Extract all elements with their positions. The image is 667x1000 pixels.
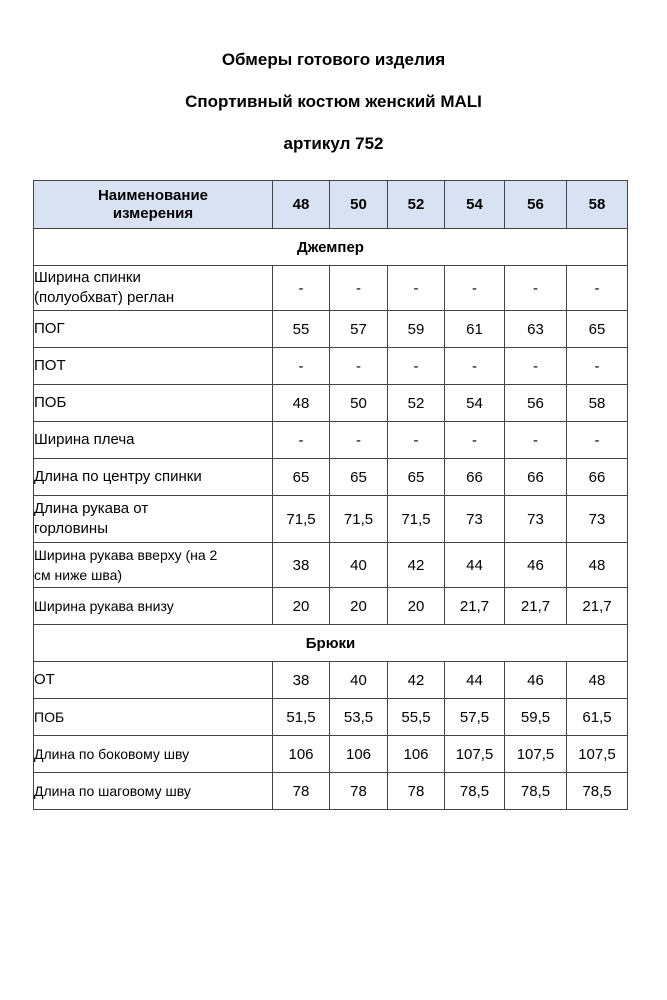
cell-value: 51,5 [273, 699, 330, 736]
table-row [34, 543, 628, 588]
cell-value: 107,5 [445, 736, 505, 773]
cell-value: 59 [388, 311, 445, 348]
cell-value: 71,5 [388, 496, 445, 543]
product-name: Спортивный костюм женский MALI [185, 92, 482, 111]
header-name-line2: измерения [112, 204, 194, 222]
cell-value: 78 [388, 773, 445, 810]
cell-value: - [330, 266, 388, 311]
cell-value: 106 [330, 736, 388, 773]
cell-value: 21,7 [505, 588, 567, 625]
cell-value: 53,5 [330, 699, 388, 736]
cell-value: 55 [273, 311, 330, 348]
row-label [34, 543, 273, 588]
cell-value: 65 [273, 459, 330, 496]
cell-value: - [330, 422, 388, 459]
cell-value: 66 [567, 459, 628, 496]
header-measurement-name [34, 181, 273, 229]
cell-value: 107,5 [567, 736, 628, 773]
header-size-48: 48 [273, 181, 330, 229]
row-label: Длина по боковому шву [34, 736, 273, 773]
header-size-58: 58 [567, 181, 628, 229]
cell-value: 46 [505, 662, 567, 699]
cell-value: 57 [330, 311, 388, 348]
table-row [34, 385, 628, 422]
cell-value: 55,5 [388, 699, 445, 736]
cell-value: - [330, 348, 388, 385]
document-title: Обмеры готового изделия [221, 50, 446, 69]
cell-value: 71,5 [273, 496, 330, 543]
cell-value: 46 [505, 543, 567, 588]
table-row [34, 496, 628, 543]
cell-value: - [445, 422, 505, 459]
cell-value: 73 [567, 496, 628, 543]
section-row-jumper [34, 229, 628, 266]
cell-value: 106 [273, 736, 330, 773]
cell-value: - [567, 348, 628, 385]
cell-value: 63 [505, 311, 567, 348]
cell-value: 57,5 [445, 699, 505, 736]
cell-value: 48 [567, 543, 628, 588]
cell-value: 61 [445, 311, 505, 348]
cell-value: 65 [330, 459, 388, 496]
cell-value: - [273, 266, 330, 311]
cell-value: - [505, 422, 567, 459]
cell-value: 61,5 [567, 699, 628, 736]
table-row [34, 588, 628, 625]
cell-value: 38 [273, 543, 330, 588]
cell-value: 20 [330, 588, 388, 625]
cell-value: 58 [567, 385, 628, 422]
cell-value: 78,5 [567, 773, 628, 810]
cell-value: 78,5 [505, 773, 567, 810]
cell-value: 54 [445, 385, 505, 422]
row-label-line1: Ширина рукава вверху (на 2 [34, 547, 218, 563]
row-label-line2: см ниже шва) [34, 567, 123, 583]
row-label: ПОГ [34, 311, 273, 348]
cell-value: - [388, 348, 445, 385]
section-title-jumper: Джемпер [34, 229, 628, 266]
cell-value: 40 [330, 662, 388, 699]
row-label [34, 496, 273, 543]
cell-value: - [567, 266, 628, 311]
header-name-line1: Наименование [97, 186, 209, 204]
cell-value: - [445, 266, 505, 311]
section-row-trousers [34, 625, 628, 662]
row-label: Ширина рукава внизу [34, 588, 273, 625]
cell-value: 42 [388, 662, 445, 699]
cell-value: 78 [273, 773, 330, 810]
row-label [34, 266, 273, 311]
cell-value: - [505, 348, 567, 385]
cell-value: 38 [273, 662, 330, 699]
cell-value: 59,5 [505, 699, 567, 736]
cell-value: 20 [273, 588, 330, 625]
row-label-line2: горловины [34, 520, 108, 537]
row-label: ПОБ [34, 699, 273, 736]
cell-value: 48 [273, 385, 330, 422]
cell-value: 21,7 [445, 588, 505, 625]
header-size-50: 50 [330, 181, 388, 229]
row-label-line1: Длина рукава от [34, 500, 149, 517]
table-row [34, 311, 628, 348]
cell-value: 44 [445, 662, 505, 699]
header-size-54: 54 [445, 181, 505, 229]
cell-value: - [567, 422, 628, 459]
table-row [34, 266, 628, 311]
row-label: ОТ [34, 662, 273, 699]
cell-value: 56 [505, 385, 567, 422]
cell-value: 73 [445, 496, 505, 543]
cell-value: 50 [330, 385, 388, 422]
cell-value: 66 [445, 459, 505, 496]
section-title-trousers: Брюки [34, 625, 628, 662]
table-row [34, 348, 628, 385]
cell-value: - [273, 422, 330, 459]
cell-value: - [505, 266, 567, 311]
row-label: Длина по центру спинки [34, 459, 273, 496]
cell-value: 44 [445, 543, 505, 588]
cell-value: 20 [388, 588, 445, 625]
row-label: Ширина плеча [34, 422, 273, 459]
cell-value: 106 [388, 736, 445, 773]
cell-value: 40 [330, 543, 388, 588]
cell-value: - [388, 422, 445, 459]
cell-value: 73 [505, 496, 567, 543]
row-label-line1: Ширина спинки [34, 269, 141, 286]
cell-value: 42 [388, 543, 445, 588]
table-row [34, 699, 628, 736]
cell-value: 21,7 [567, 588, 628, 625]
article-number: артикул 752 [283, 134, 384, 153]
row-label-line2: (полуобхват) реглан [34, 289, 175, 306]
cell-value: 78,5 [445, 773, 505, 810]
header-size-52: 52 [388, 181, 445, 229]
table-row [34, 662, 628, 699]
table-row [34, 459, 628, 496]
cell-value: 48 [567, 662, 628, 699]
table-row [34, 422, 628, 459]
row-label: ПОБ [34, 385, 273, 422]
row-label: ПОТ [34, 348, 273, 385]
measurements-table [33, 180, 628, 810]
table-row [34, 736, 628, 773]
cell-value: 65 [388, 459, 445, 496]
table-row [34, 773, 628, 810]
cell-value: 66 [505, 459, 567, 496]
cell-value: - [445, 348, 505, 385]
cell-value: - [388, 266, 445, 311]
header-size-56: 56 [505, 181, 567, 229]
row-label: Длина по шаговому шву [34, 773, 273, 810]
cell-value: 107,5 [505, 736, 567, 773]
cell-value: 78 [330, 773, 388, 810]
cell-value: 65 [567, 311, 628, 348]
cell-value: 71,5 [330, 496, 388, 543]
cell-value: 52 [388, 385, 445, 422]
cell-value: - [273, 348, 330, 385]
table-header-row [34, 181, 628, 229]
